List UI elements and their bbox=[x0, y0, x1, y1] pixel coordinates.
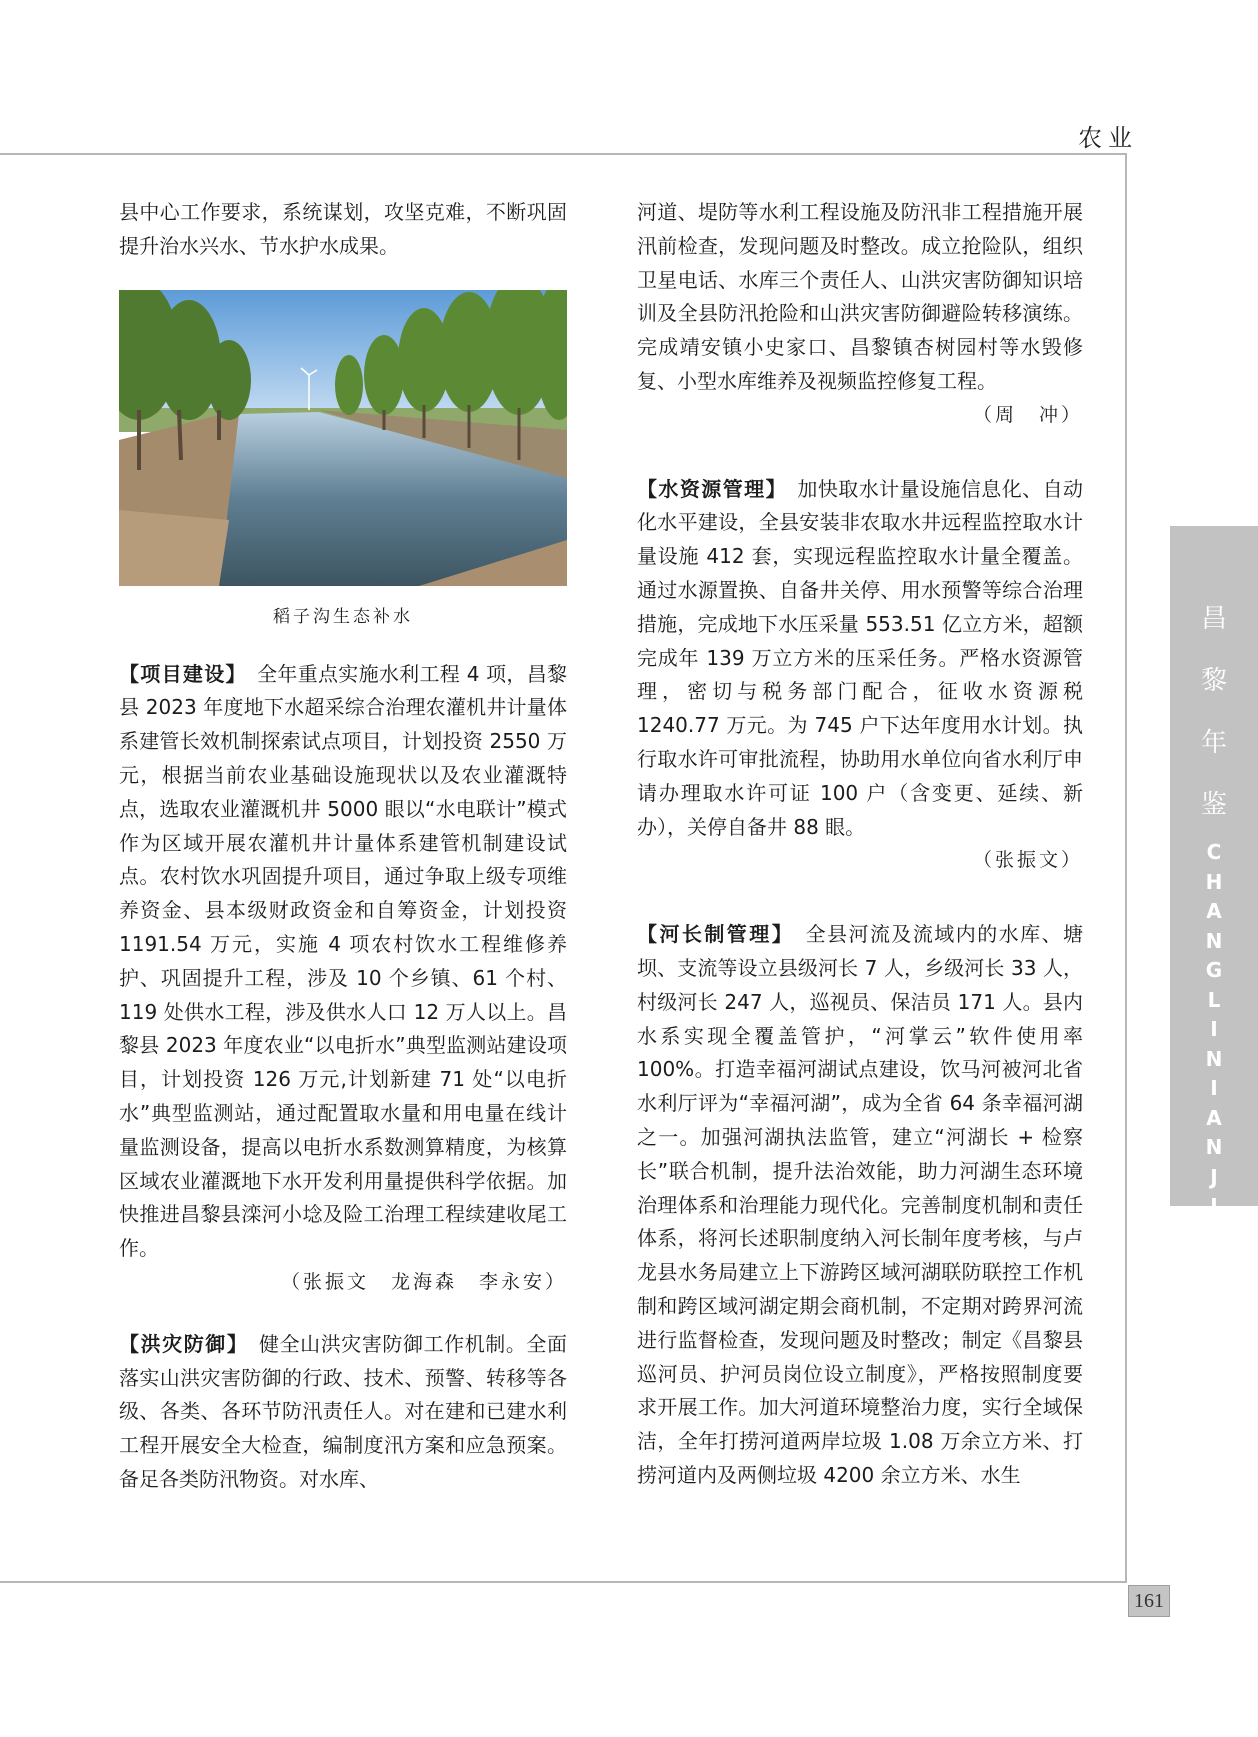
side-tab-letter: I bbox=[1210, 1076, 1218, 1100]
side-tab-letter: I bbox=[1210, 1017, 1218, 1041]
project-author: （张振文 龙海森 李永安） bbox=[280, 1270, 567, 1293]
photo-caption: 稻子沟生态补水 bbox=[273, 606, 413, 627]
side-tab-letter: G bbox=[1205, 958, 1223, 982]
side-tab-letter: A bbox=[1206, 1105, 1222, 1130]
side-tab-char: 黎 bbox=[1200, 666, 1227, 696]
intro-paragraph: 县中心工作要求，系统谋划，攻坚克难，不断巩固提升治水兴水、节水护水成果。 bbox=[119, 200, 567, 258]
side-tab-letter: J bbox=[1210, 1164, 1218, 1189]
flood-paragraph bbox=[119, 1328, 567, 1497]
water-keyword: 【水资源管理】 bbox=[637, 476, 777, 501]
page-number: 161 bbox=[1128, 1585, 1170, 1617]
project-paragraph bbox=[119, 658, 567, 1266]
bottom-rule bbox=[0, 1581, 1127, 1583]
canal-photo bbox=[119, 290, 567, 586]
flood-author: （周 冲） bbox=[972, 403, 1083, 426]
water-author: （张振文） bbox=[972, 849, 1083, 872]
yearbook-side-tab bbox=[1170, 526, 1258, 1277]
side-tab-letter: N bbox=[1205, 1135, 1223, 1159]
project-text: 全年重点实施水利工程 4 项，昌黎县 2023 年度地下水超采综合治理农灌机井计量体系建管长效机制探索试点项目，计划投资 2550 万元，根据当前农业基础设施现状以及农业灌溉特点，选取农业灌溉机井 5000 眼以“水电联计”模式作为区域开展农灌机井计量体系建管机制建设试点。农村饮水巩固提升项目，通过争取上级专项维养资金、县本级财政资金和自筹资金，计划投资 1191.54 万元，实施 4 项农村饮水工程维修养护、巩固提升工程，涉及 10 个乡镇、61 个村、119 处供水工程，涉及供水人口 12 万人以上。昌黎县 2023 年度农业“以电折水”典型监测站建设项目，计划投资 126 万元,计划新建 71 处“以电折水”典型监测站，通过配置取水量和用电量在线计量监测设备，提高以电折水系数测算精度，为核算区域农业灌溉地下水开发利用量提供科学依据。加快推进昌黎县滦河小埝及险工治理工程续建收尾工作。 bbox=[119, 661, 567, 1261]
water-text: 加快取水计量设施信息化、自动化水平建设，全县安装非农取水井远程监控取水计量设施 412 套，实现远程监控取水计量全覆盖。通过水源置换、自备井关停、用水预警等综合治理措施，完成地下水压采量 553.51 亿立方米，超额完成年 139 万立方米的压采任务。严格水资源管理，密切与税务部门配合，征收水资源税 1240.77 万元。为 745 户下达年度用水计划。执行取水许可审批流程，协助用水单位向省水利厅申请办理取水许可证 100 户（含变更、延续、新办），关停自备井 88 眼。 bbox=[637, 476, 1083, 839]
flood-text: 健全山洪灾害防御工作机制。全面落实山洪灾害防御的行政、技术、预警、转移等各级、各类、各环节防汛责任人。对在建和已建水利工程开展安全大检查，编制度汛方案和应急预案。备足各类防汛物资。对水库、 bbox=[119, 1331, 568, 1491]
side-tab-char: 年 bbox=[1200, 728, 1227, 758]
river-keyword: 【河长制管理】 bbox=[637, 922, 785, 947]
side-tab-letter: N bbox=[1205, 928, 1223, 953]
side-tab-letter: C bbox=[1206, 840, 1222, 864]
side-tab-char: 昌 bbox=[1200, 604, 1227, 634]
water-paragraph bbox=[637, 473, 1083, 845]
side-tab-letter: L bbox=[1207, 987, 1221, 1012]
project-keyword: 【项目建设】 bbox=[119, 661, 237, 686]
left-column bbox=[119, 196, 567, 1497]
section-category: 农业 bbox=[1078, 124, 1138, 152]
side-tab-title-en bbox=[1170, 838, 1258, 1281]
side-tab-letter: N bbox=[1205, 1046, 1223, 1071]
right-rule bbox=[1125, 153, 1127, 1583]
right-column bbox=[637, 196, 1083, 1493]
top-rule bbox=[0, 153, 1127, 155]
side-tab-letter: H bbox=[1205, 869, 1223, 894]
side-tab-letter: I bbox=[1210, 1194, 1218, 1218]
flood-keyword: 【洪灾防御】 bbox=[119, 1331, 239, 1356]
near-bank-left bbox=[119, 510, 229, 586]
river-paragraph bbox=[637, 918, 1083, 1493]
side-tab-letter: A bbox=[1206, 899, 1222, 923]
side-tab-letter: N bbox=[1205, 1253, 1223, 1277]
side-tab-letter: A bbox=[1206, 1223, 1222, 1248]
river-text: 全县河流及流域内的水库、塘坝、支流等设立县级河长 7 人，乡级河长 33 人，村级河长 247 人，巡视员、保洁员 171 人。县内水系实现全覆盖管护，“河掌云”软件使用率 100%。打造幸福河湖试点建设，饮马河被河北省水利厅评为“幸福河湖”，成为全省 64 条幸福河湖之一。加强河湖执法监管，建立“河湖长 + 检察长”联合机制，提升法治效能，助力河湖生态环境治理体系和治理能力现代化。完善制度机制和责任体系，将河长述职制度纳入河长制年度考核，与卢龙县水务局建立上下游跨区域河湖联防联控工作机制和跨区域河湖定期会商机制，不定期对跨界河流进行监督检查，发现问题及时整改；制定《昌黎县巡河员、护河员岗位设立制度》，严格按照制度要求开展工作。加大河道环境整治力度，实行全域保洁，全年打捞河道两岸垃圾 1.08 万余立方米、打捞河道内及两侧垃圾 4200 余立方米、水生 bbox=[637, 922, 1084, 1487]
side-tab-char: 鉴 bbox=[1200, 790, 1227, 820]
side-tab-title-cn bbox=[1170, 588, 1258, 836]
flood-continuation: 河道、堤防等水利工程设施及防汛非工程措施开展汛前检查，发现问题及时整改。成立抢险队，组织卫星电话、水库三个责任人、山洪灾害防御知识培训及全县防汛抢险和山洪灾害防御避险转移演练。完成靖安镇小史家口、昌黎镇杏树园村等水毁修复、小型水库维养及视频监控修复工程。 bbox=[637, 200, 1083, 393]
